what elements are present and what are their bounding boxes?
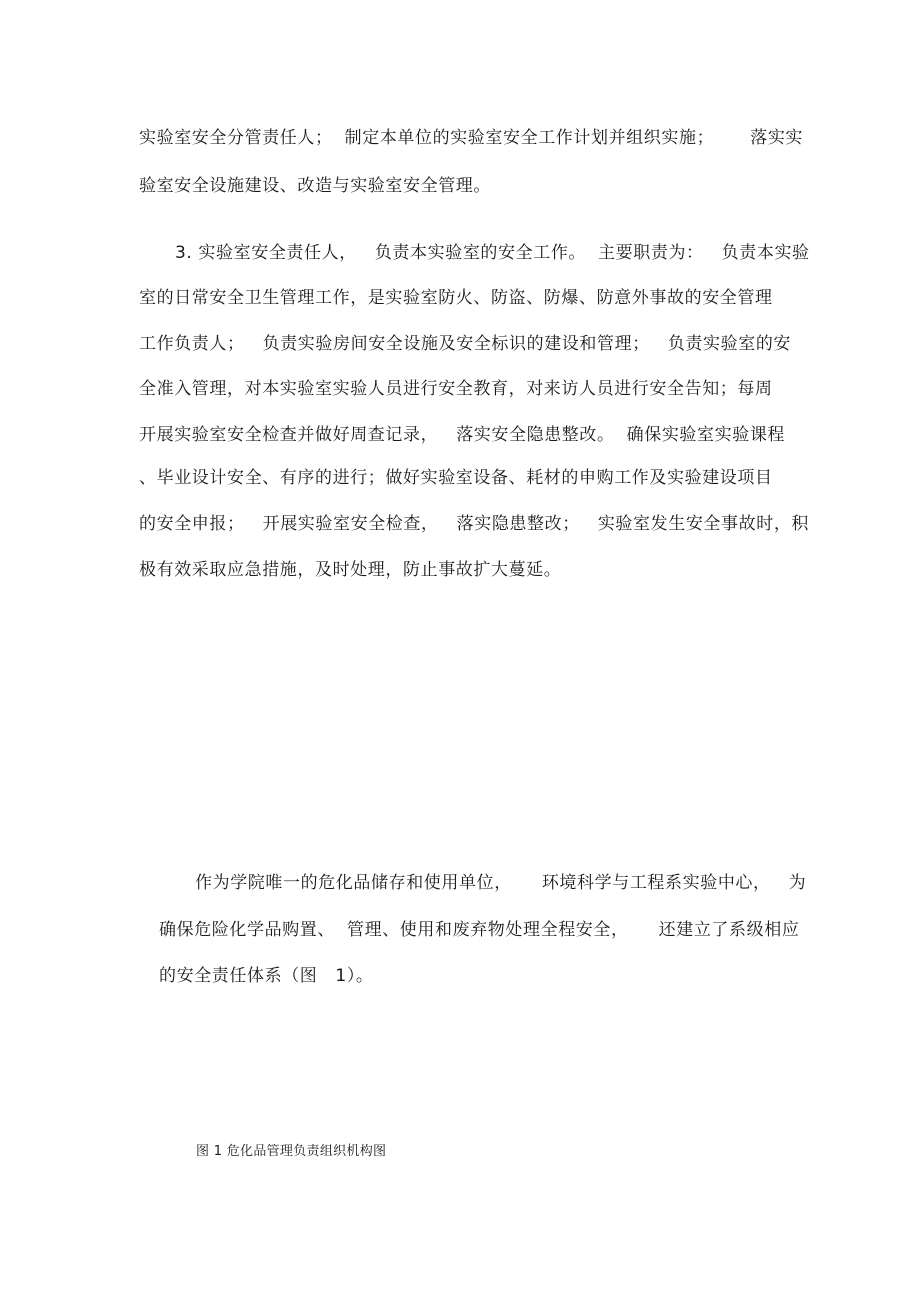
paragraph-2-line-7: 的安全申报； 开展实验室安全检查， 落实隐患整改； 实验室发生安全事故时，积 xyxy=(139,514,810,534)
paragraph-1-line-2: 验室安全设施建设、改造与实验室安全管理。 xyxy=(139,176,491,196)
paragraph-1-line-1: 实验室安全分管责任人； 制定本单位的实验室安全工作计划并组织实施； 落实实 xyxy=(139,128,804,148)
paragraph-2-line-4: 全准入管理，对本实验室实验人员进行安全教育，对来访人员进行安全告知；每周 xyxy=(139,379,773,399)
paragraph-2-line-1: 3. 实验室安全责任人， 负责本实验室的安全工作。 主要职责为： 负责本实验 xyxy=(175,243,810,263)
paragraph-2-line-8: 极有效采取应急措施，及时处理，防止事故扩大蔓延。 xyxy=(139,560,562,580)
paragraph-2-line-5: 开展实验室安全检查并做好周查记录， 落实安全隐患整改。 确保实验室实验课程 xyxy=(139,425,786,445)
paragraph-3-line-2: 确保危险化学品购置、 管理、使用和废弃物处理全程安全， 还建立了系级相应 xyxy=(159,920,800,940)
figure-caption: 图 1 危化品管理负责组织机构图 xyxy=(196,1144,387,1159)
paragraph-2-line-3: 工作负责人； 负责实验房间安全设施及安全标识的建设和管理； 负责实验室的安 xyxy=(139,334,792,354)
paragraph-2-line-2: 室的日常安全卫生管理工作，是实验室防火、防盗、防爆、防意外事故的安全管理 xyxy=(139,288,773,308)
paragraph-3-line-1: 作为学院唯一的危化品储存和使用单位， 环境科学与工程系实验中心， 为 xyxy=(195,873,807,893)
paragraph-2-line-6: 、毕业设计安全、有序的进行；做好实验室设备、耗材的申购工作及实验建设项目 xyxy=(139,468,773,488)
paragraph-3-line-3: 的安全责任体系（图 1）。 xyxy=(159,966,374,986)
